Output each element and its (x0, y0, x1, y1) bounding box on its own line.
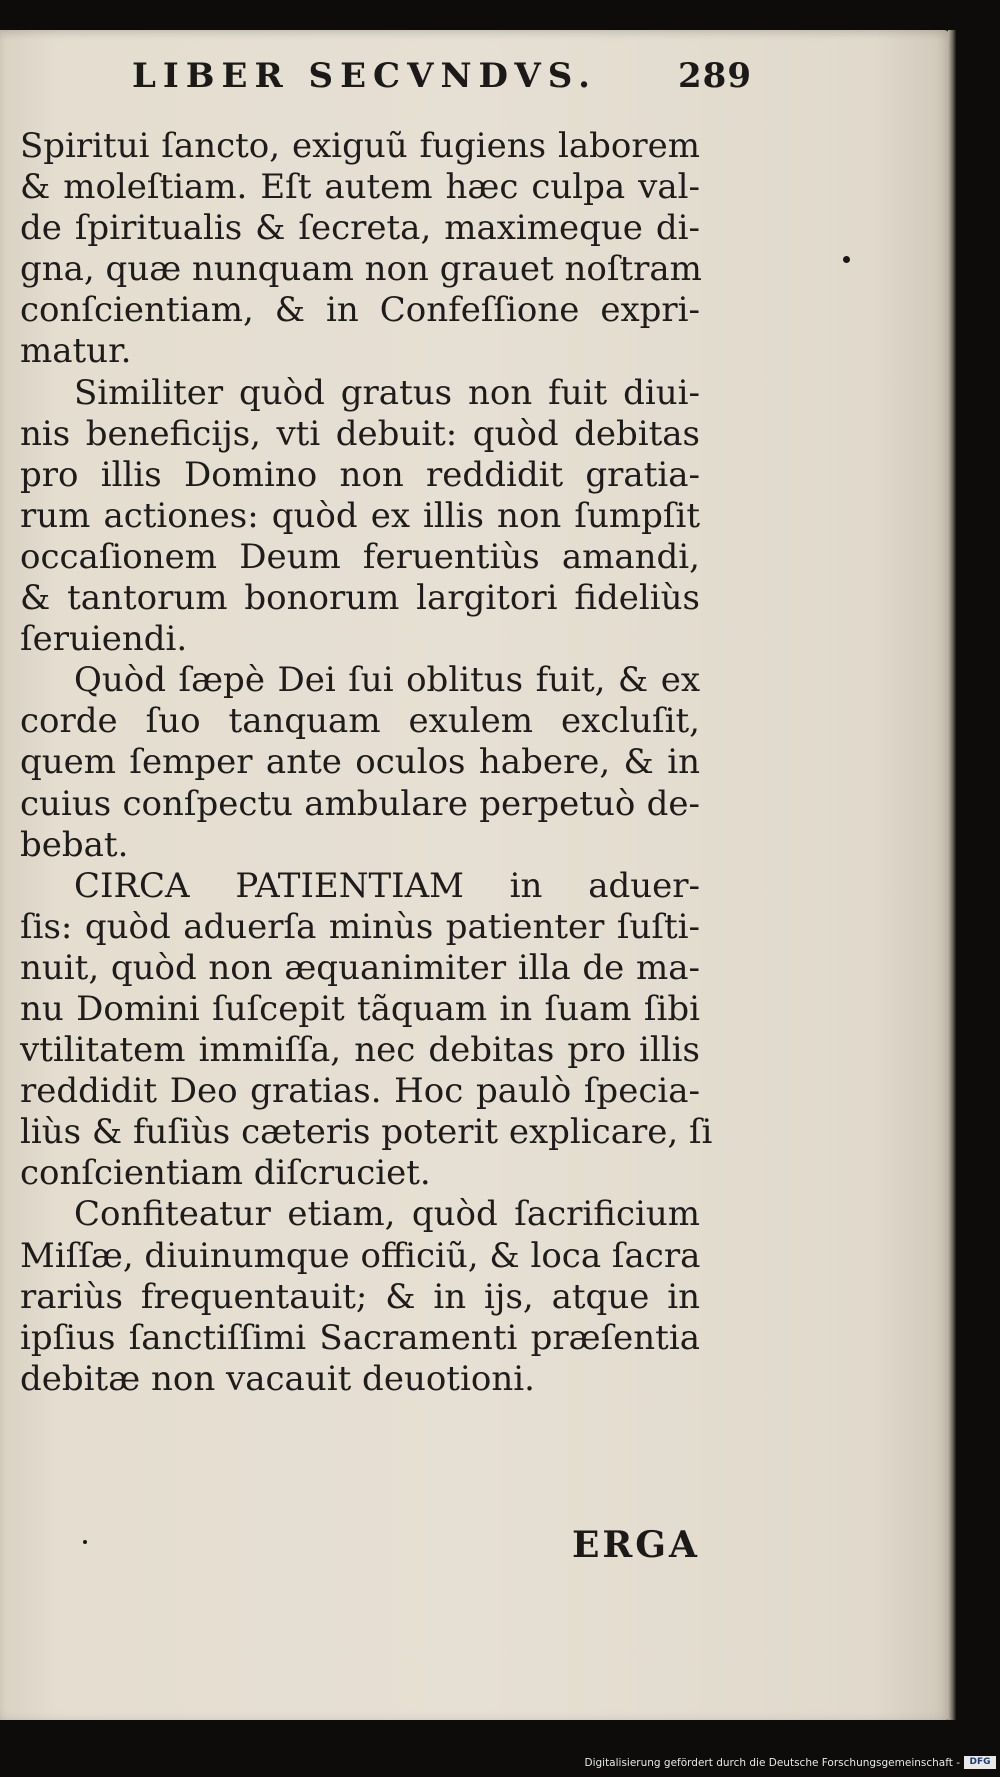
text-line: ſis: quòd aduerſa minùs patienter ſuſti- (20, 906, 700, 947)
text-line: vtilitatem immiſſa, nec debitas pro illis (20, 1030, 700, 1071)
paragraph-start: Quòd ſæpè Dei ſui oblitus fuit, & ex (74, 660, 700, 701)
text-line: conſcientiam, & in Confeſſione expri- (20, 290, 700, 331)
text-line: nuit, quòd non æquanimiter illa de ma- (20, 947, 700, 988)
text-line: Spiritui ſancto, exiguũ fugiens laborem (20, 126, 700, 166)
ink-speck (843, 256, 850, 263)
text-line: quem ſemper ante oculos habere, & in (20, 742, 700, 783)
text-line: reddidit Deo gratias. Hoc paulò ſpecia- (20, 1071, 700, 1112)
text-line: de ſpiritualis & ſecreta, maximeque di- (20, 208, 700, 249)
paragraph-start: CIRCA PATIENTIAM in aduer- (74, 865, 700, 906)
page-header (132, 56, 752, 112)
catchword: ERGA (571, 1524, 700, 1566)
text-line: debitæ non vacauit deuotioni. (20, 1358, 535, 1399)
text-line: pro illis Domino non reddidit gratia- (20, 454, 700, 495)
page-edge (948, 30, 956, 1720)
dfg-logo: DFG (964, 1756, 996, 1769)
text-line: rum actiones: quòd ex illis non ſumpſit (20, 495, 700, 536)
text-line: Miſſæ, diuinumque officiũ, & loca ſacra (20, 1235, 701, 1276)
ink-speck (83, 1540, 87, 1544)
text-line: rariùs frequentauit; & in ijs, atque in (20, 1276, 700, 1317)
text-line: cuius conſpectu ambulare perpetuò de- (20, 783, 700, 824)
text-line: & moleſtiam. Eſt autem hæc culpa val- (20, 167, 700, 208)
text-line: liùs & fuſiùs cæteris poterit explicare, ſi (20, 1112, 713, 1153)
text-line: bebat. (20, 824, 129, 865)
text-line: ipſius ſanctiſſimi Sacramenti præſentia (20, 1317, 700, 1358)
footer-credit: Digitalisierung gefördert durch die Deutsche Forschungsgemeinschaft - (584, 1757, 960, 1769)
text-line: gna, quæ nunquam non grauet noſtram (20, 249, 702, 290)
paragraph-start: Similiter quòd gratus non fuit diui- (74, 372, 700, 413)
text-line: occaſionem Deum feruentiùs amandi, (20, 536, 700, 577)
body-text (20, 126, 713, 1400)
text-line: conſcientiam diſcruciet. (20, 1153, 431, 1194)
page-number: 289 (678, 56, 752, 96)
text-line: & tantorum bonorum largitori fideliùs (20, 578, 700, 619)
text-line: nis beneficijs, vti debuit: quòd debitas (20, 413, 700, 454)
text-line: corde ſuo tanquam exulem excluſit, (20, 701, 700, 742)
text-line: nu Domini ſuſcepit tãquam in ſuam ſibi (20, 988, 700, 1029)
paragraph-start: Confiteatur etiam, quòd ſacrificium (74, 1194, 700, 1235)
footer-bar (0, 1747, 1000, 1777)
text-line: matur. (20, 331, 132, 372)
running-head: LIBER SECVNDVS. (132, 56, 597, 96)
text-line: ſeruiendi. (20, 619, 188, 660)
